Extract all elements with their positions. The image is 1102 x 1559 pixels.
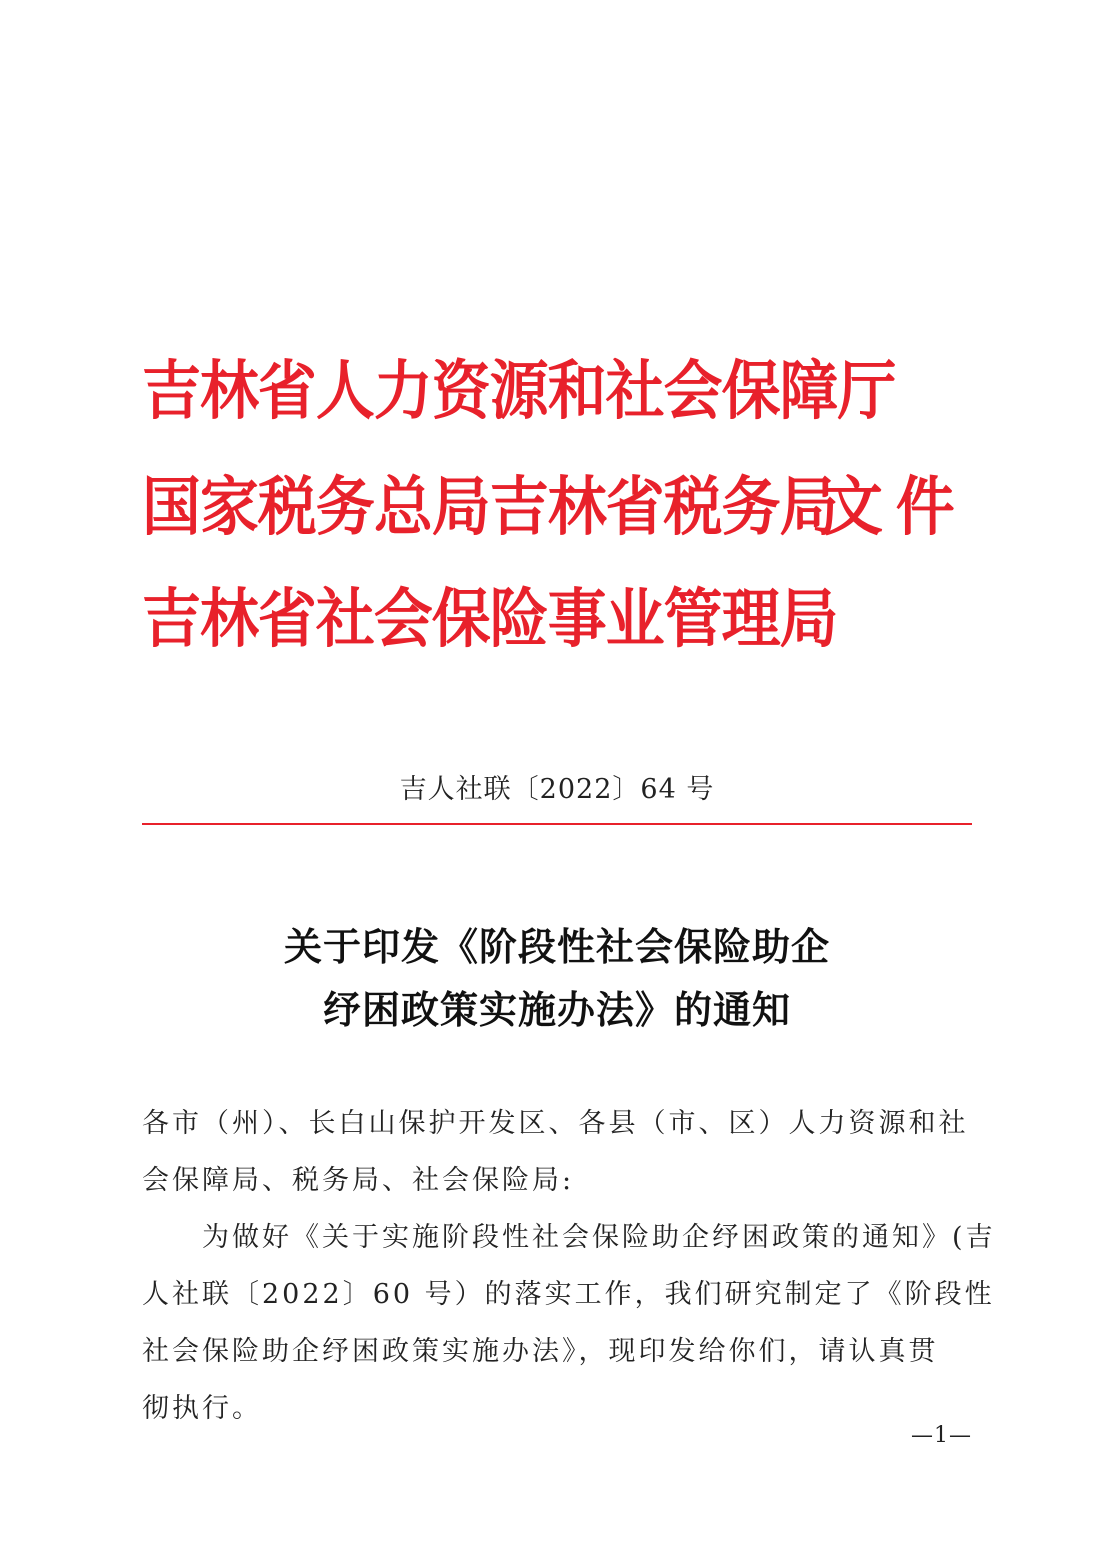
document-title-line1: 关于印发《阶段性社会保险助企 — [283, 924, 830, 969]
body-paragraph-line3: 社会保险助企纾困政策实施办法》，现印发给你们，请认真贯 — [142, 1336, 939, 1367]
page-number: —1— — [911, 1423, 972, 1448]
document-title-line2: 纾困政策实施办法》的通知 — [322, 987, 791, 1032]
authority-line-hrss: 吉林省人力资源和社会保障厅 — [142, 355, 896, 429]
header-divider — [142, 823, 972, 825]
body-paragraph-line4: 彻执行。 — [142, 1393, 262, 1424]
authority-line-social-insurance: 吉林省社会保险事业管理局 — [142, 583, 838, 657]
body-paragraph-line1: 为做好《关于实施阶段性社会保险助企纾困政策的通知》(吉 — [142, 1222, 996, 1253]
addressee-line2: 会保障局、税务局、社会保险局: — [142, 1165, 575, 1196]
authority-line-tax: 国家税务总局吉林省税务局 — [142, 471, 838, 545]
document-type-label: 文件 — [824, 471, 968, 545]
addressee-line1: 各市（州）、长白山保护开发区、各县（市、区）人力资源和社 — [142, 1108, 969, 1139]
body-paragraph-line2: 人社联〔2022〕60 号）的落实工作，我们研究制定了《阶段性 — [142, 1279, 995, 1310]
document-number: 吉人社联〔2022〕64 号 — [399, 774, 715, 805]
